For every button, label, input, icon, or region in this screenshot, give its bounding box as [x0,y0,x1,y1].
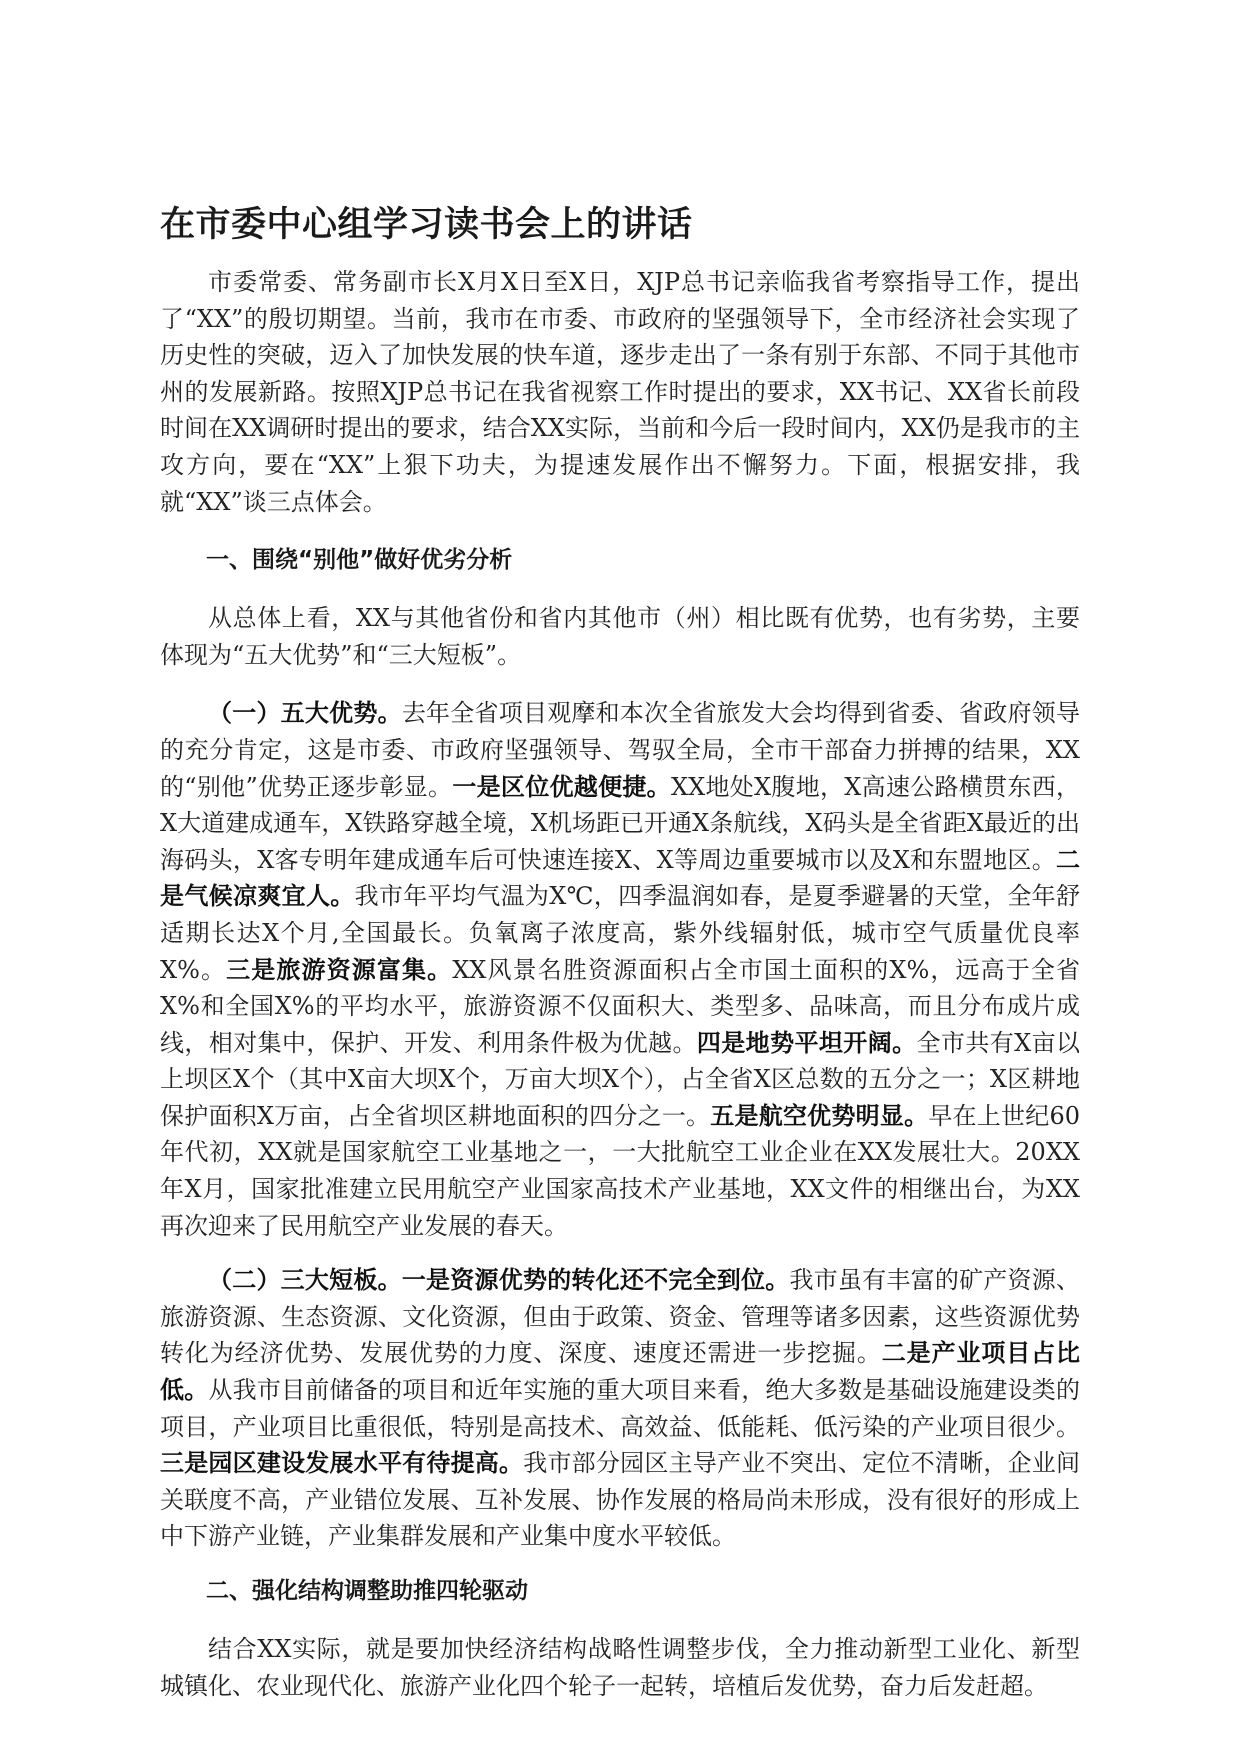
shortcomings-paragraph [160,1262,1080,1555]
advantage-2-text: 我市年平均气温为X℃，四季温润如春，是夏季避暑的天堂，全年舒适期长达X个月,全国最长。负氧离子浓度高，紫外线辐射低，城市空气质量优良率X%。 [160,882,1080,984]
section-heading-2: 二、强化结构调整助推四轮驱动 [206,1578,528,1604]
advantage-5-title: 五是航空优势明显。 [710,1100,929,1130]
advantage-3-text: XX风景名胜资源面积占全市国土面积的X%，远高于全省X%和全国X%的平均水平，旅游资源不仅面积大、类型多、品味高，而且分布成片成线，相对集中，保护、开发、利用条件极为优越。 [160,955,1081,1057]
shortcomings-lead: （二）三大短板。 [208,1265,402,1295]
advantages-paragraph [160,695,1080,1244]
shortcoming-3-text: 我市部分园区主导产业不突出、定位不清晰，企业间关联度不高，产业错位发展、互补发展、协作发展的格局尚未形成，没有很好的形成上中下游产业链，产业集群发展和产业集中度水平较低。 [160,1449,1081,1551]
advantage-4-text: 全市共有X亩以上坝区X个（其中X亩大坝X个，万亩大坝X个），占全省X区总数的五分之一；X区耕地保护面积X万亩，占全省坝区耕地面积的四分之一。 [160,1028,1081,1130]
advantages-lead: （一）五大优势。 [208,698,402,728]
advantage-3-title: 三是旅游资源富集。 [226,954,453,984]
intro-paragraph: 市委常委、常务副市长X月X日至X日，XJP总书记亲临我省考察指导工作，提出了“XX”的殷切期望。当前，我市在市委、市政府的坚强领导下，全市经济社会实现了历史性的突破，迈入了加快发展的快车道，逐步走出了一条有别于东部、不同于其他市州的发展新路。按照XJP总书记在我省视察工作时提出的要求，XX书记、XX省长前段时间在XX调研时提出的要求，结合XX实际，当前和今后一段时间内，XX仍是我市的主攻方向，要在“XX”上狠下功夫，为提速发展作出不懈努力。下面，根据安排，我就“XX”谈三点体会。 [160,268,1080,516]
advantage-5-text: 早在上世纪60年代初，XX就是国家航空工业基地之一，一大批航空工业企业在XX发展壮大。20XX年X月，国家批准建立民用航空产业国家高技术产业基地，XX文件的相继出台，为XX再次迎来了民用航空产业发展的春天。 [160,1101,1080,1240]
section-heading-1: 一、围绕“别他”做好优劣分析 [206,547,513,574]
document-title: 在市委中心组学习读书会上的讲话 [160,205,693,245]
shortcoming-1-title: 一是资源优势的转化还不完全到位。 [401,1265,790,1295]
advantage-4-title: 四是地势平坦开阔。 [696,1027,917,1057]
shortcoming-1-text: 我市虽有丰富的矿产资源、旅游资源、生态资源、文化资源，但由于政策、资金、管理等诸多因素，这些资源优势转化为经济优势、发展优势的力度、深度、速度还需进一步挖掘。 [160,1266,1080,1368]
shortcoming-3-title: 三是园区建设发展水平有待提高。 [160,1448,524,1478]
section-2-paragraph: 结合XX实际，就是要加快经济结构战略性调整步伐，全力推动新型工业化、新型城镇化、农业现代化、旅游产业化四个轮子一起转，培植后发优势，奋力后发赶超。 [160,1635,1080,1700]
advantages-text: 去年全省项目观摩和本次全省旅发大会均得到省委、省政府领导的充分肯定，这是市委、市政府坚强领导、驾驭全局，全市干部奋力拼搏的结果，XX的“别他”优势正逐步彰显。 [160,699,1080,801]
document-body [160,200,1080,1722]
advantage-2-title: 二是气候凉爽宜人。 [160,844,1080,911]
advantage-1-title: 一是区位优越便捷。 [452,771,671,801]
advantage-1-text: XX地处X腹地，X高速公路横贯东西，X大道建成通车，X铁路穿越全境，X机场距已开通X条航线，X码头是全省距X最近的出海码头，X客专明年建成通车后可快速连接X、X等周边重要城市以及X和东盟地区。 [160,772,1081,874]
shortcoming-2-text: 从我市目前储备的项目和近年实施的重大项目来看，绝大多数是基础设施建设类的项目，产业项目比重很低，特别是高技术、高效益、低能耗、低污染的产业项目很少。 [160,1376,1081,1441]
shortcoming-2-title: 二是产业项目占比低。 [160,1338,1081,1405]
overview-paragraph: 从总体上看，XX与其他省份和省内其他市（州）相比既有优势，也有劣势，主要体现为“五大优势”和“三大短板”。 [160,604,1080,669]
